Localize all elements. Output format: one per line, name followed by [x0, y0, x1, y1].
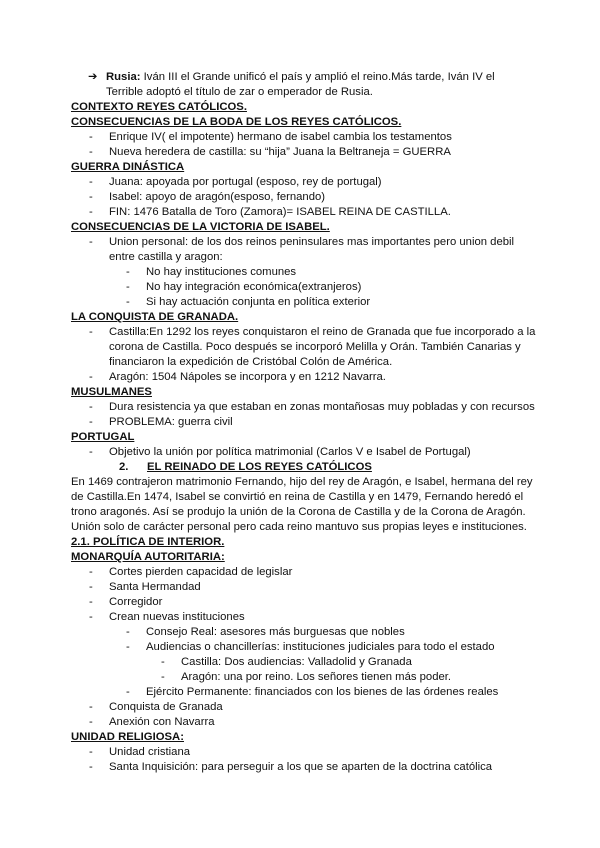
sub-list-item: - Consejo Real: asesores más burguesas que nobles: [126, 626, 405, 638]
list-item-continued: entre castilla y aragon:: [109, 251, 223, 263]
list-item: - PROBLEMA: guerra civil: [89, 416, 233, 428]
list-item: - Crean nuevas instituciones: [89, 611, 245, 623]
list-item: - Nueva heredera de castilla: su “hija” Juana la Beltraneja = GUERRA: [89, 146, 451, 158]
sub-sub-list-item: - Aragón: una por reino. Los señores tienen más poder.: [161, 671, 452, 683]
list-item: - Isabel: apoyo de aragón(esposo, fernando): [89, 191, 326, 203]
sub-list-item: - Si hay actuación conjunta en política exterior: [126, 296, 371, 308]
section-number: 2.: [119, 461, 129, 473]
heading-guerra: GUERRA DINÁSTICA: [71, 161, 185, 173]
list-item-continued: corona de Castilla. Poco después se incorporó Melilla y Orán. También Canarias y: [109, 341, 521, 353]
list-item: - Enrique IV( el impotente) hermano de isabel cambia los testamentos: [89, 131, 452, 143]
intro-line: [71, 70, 536, 85]
intro-label: Rusia:: [106, 71, 141, 83]
list-item: - Objetivo la unión por política matrimonial (Carlos V e Isabel de Portugal): [89, 446, 471, 458]
heading-portugal: PORTUGAL: [71, 431, 135, 443]
intro-text: Iván III el Grande unificó el país y amplió el reino.Más tarde, Iván IV el: [140, 71, 495, 83]
list-item: - Corregidor: [89, 596, 163, 608]
paragraph-line: Unión solo de carácter personal pero cada reino mantuvo sus propias leyes e instituciones.: [71, 521, 527, 533]
list-item: - Aragón: 1504 Nápoles se incorpora y en 1212 Navarra.: [89, 371, 386, 383]
list-item: - Conquista de Granada: [89, 701, 223, 713]
list-item: - Santa Inquisición: para perseguir a los que se aparten de la doctrina católica: [89, 761, 493, 773]
sub-list-item: - Audiencias o chancillerías: instituciones judiciales para todo el estado: [126, 641, 495, 653]
heading-boda: CONSECUENCIAS DE LA BODA DE LOS REYES CATÓLICOS.: [71, 116, 402, 128]
heading-musulmanes: MUSULMANES: [71, 386, 152, 398]
sub-list-item: - No hay instituciones comunes: [126, 266, 297, 278]
intro-text-continued: Terrible adoptó el título de zar o emperador de Rusia.: [106, 86, 373, 98]
paragraph-line: de Castilla.En 1474, Isabel se convirtió en reina de Castilla y en 1479, Fernando heredó el: [71, 491, 524, 503]
heading-unidad: UNIDAD RELIGIOSA:: [71, 731, 184, 743]
list-item: - Unidad cristiana: [89, 746, 191, 758]
sub-list-item: - Ejército Permanente: financiados con los bienes de las órdenes reales: [126, 686, 499, 698]
list-item: - Castilla:En 1292 los reyes conquistaron el reino de Granada que fue incorporado a la: [89, 326, 536, 338]
sub-list-item: - No hay integración económica(extranjeros): [126, 281, 362, 293]
paragraph-line: trono aragonés. Así se produjo la unión de la Corona de Castilla y de la Corona de Aragón.: [71, 506, 526, 518]
heading-victoria: CONSECUENCIAS DE LA VICTORIA DE ISABEL.: [71, 221, 330, 233]
sub-sub-list-item: - Castilla: Dos audiencias: Valladolid y Granada: [161, 656, 412, 668]
list-item: - Cortes pierden capacidad de legislar: [89, 566, 293, 578]
list-item: - FIN: 1476 Batalla de Toro (Zamora)= ISABEL REINA DE CASTILLA.: [89, 206, 451, 218]
heading-monarquia: MONARQUÍA AUTORITARIA:: [71, 551, 225, 563]
heading-politica-interior: 2.1. POLÍTICA DE INTERIOR.: [71, 536, 225, 548]
list-item: - Anexión con Navarra: [89, 716, 215, 728]
document-content: [71, 70, 536, 775]
list-item: - Santa Hermandad: [89, 581, 201, 593]
section-2-heading: [71, 460, 536, 475]
list-item: - Dura resistencia ya que estaban en zonas montañosas muy pobladas y con recursos: [89, 401, 535, 413]
paragraph-line: En 1469 contrajeron matrimonio Fernando, hijo del rey de Aragón, e Isabel, hermana del rey: [71, 476, 533, 488]
heading-contexto: CONTEXTO REYES CATÓLICOS.: [71, 101, 247, 113]
section-title: EL REINADO DE LOS REYES CATÓLICOS: [147, 461, 372, 473]
list-item: - Juana: apoyada por portugal (esposo, rey de portugal): [89, 176, 382, 188]
list-item-continued: financiaron la expedición de Cristóbal Colón de América.: [109, 356, 393, 368]
arrow-icon: ➔: [88, 71, 98, 83]
heading-granada: LA CONQUISTA DE GRANADA.: [71, 311, 239, 323]
list-item: - Union personal: de los dos reinos peninsulares mas importantes pero union debil: [89, 236, 515, 248]
